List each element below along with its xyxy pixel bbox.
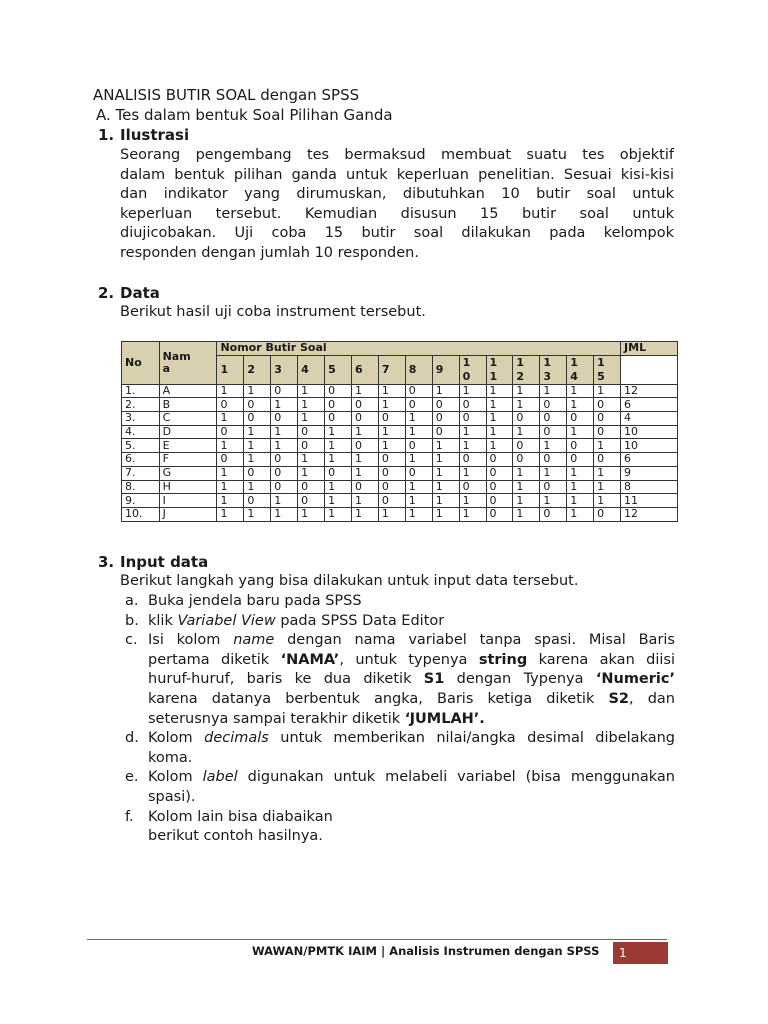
- score-cell: 0: [513, 439, 540, 453]
- score-cell: 1: [513, 398, 540, 412]
- list-text: karena datanya berbentuk angka, Baris ketiga diketik S2, dan: [148, 690, 675, 707]
- score-cell: 1: [217, 439, 244, 453]
- respondent-name-cell: H: [159, 480, 217, 494]
- score-cell: 1: [378, 439, 405, 453]
- list-item: [125, 808, 675, 847]
- item-number-header: [298, 355, 325, 384]
- item-number-header: [594, 355, 621, 384]
- score-cell: 1: [405, 480, 432, 494]
- score-cell: 0: [594, 398, 621, 412]
- score-cell: 0: [271, 412, 298, 426]
- score-cell: 0: [432, 398, 459, 412]
- score-cell: 0: [567, 453, 594, 467]
- score-cell: 0: [540, 398, 567, 412]
- section-1-title: Ilustrasi: [120, 126, 190, 144]
- score-cell: 1: [513, 466, 540, 480]
- score-cell: 0: [271, 466, 298, 480]
- score-cell: 1: [459, 439, 486, 453]
- score-cell: 1: [513, 480, 540, 494]
- score-cell: 0: [217, 453, 244, 467]
- item-number-header: [540, 355, 567, 384]
- score-cell: 0: [325, 466, 352, 480]
- score-cell: 0: [298, 494, 325, 508]
- score-cell: 1: [351, 466, 378, 480]
- total-cell: 11: [621, 494, 678, 508]
- item-number-digit: 1: [489, 355, 498, 369]
- score-cell: 1: [540, 466, 567, 480]
- table-row: [122, 466, 678, 480]
- score-cell: 0: [378, 453, 405, 467]
- score-cell: 1: [298, 412, 325, 426]
- row-number-cell: 7.: [122, 466, 160, 480]
- score-cell: 1: [217, 412, 244, 426]
- list-text: Kolom lain bisa diabaikan: [148, 808, 333, 825]
- score-cell: 1: [486, 384, 513, 398]
- score-cell: 0: [567, 412, 594, 426]
- total-cell: 10: [621, 439, 678, 453]
- item-number-header: [325, 355, 352, 384]
- item-number-header: [459, 355, 486, 384]
- jml-header-blank: [621, 355, 678, 384]
- score-cell: 1: [567, 494, 594, 508]
- score-cell: 0: [486, 453, 513, 467]
- score-cell: 1: [298, 384, 325, 398]
- score-cell: 1: [405, 494, 432, 508]
- item-number-header: [217, 355, 244, 384]
- table-row: [122, 453, 678, 467]
- item-number-header: [351, 355, 378, 384]
- score-cell: 1: [459, 507, 486, 521]
- list-text: spasi).: [148, 788, 196, 805]
- section-3-number: 3.: [98, 553, 115, 571]
- score-cell: 1: [298, 466, 325, 480]
- score-cell: 1: [271, 439, 298, 453]
- score-cell: 0: [513, 453, 540, 467]
- total-cell: 12: [621, 507, 678, 521]
- score-cell: 1: [378, 398, 405, 412]
- score-cell: 1: [459, 494, 486, 508]
- list-text: pertama diketik ‘NAMA’, untuk typenya string karena akan diisi: [148, 651, 675, 668]
- list-marker: f.: [125, 808, 134, 825]
- score-cell: 0: [325, 412, 352, 426]
- score-cell: 1: [567, 507, 594, 521]
- score-cell: 0: [540, 453, 567, 467]
- paragraph-line: keperluan tersebut. Kemudian disusun 15 butir soal untuk: [120, 205, 674, 222]
- section-a-heading: A. Tes dalam bentuk Soal Pilihan Ganda: [96, 106, 393, 124]
- row-number-cell: 3.: [122, 412, 160, 426]
- respondent-name-cell: I: [159, 494, 217, 508]
- score-cell: 1: [244, 480, 271, 494]
- list-item: [125, 612, 675, 632]
- score-cell: 0: [351, 439, 378, 453]
- score-cell: 0: [378, 412, 405, 426]
- score-cell: 1: [405, 453, 432, 467]
- header-no: No: [122, 342, 160, 385]
- score-cell: 1: [432, 507, 459, 521]
- total-cell: 6: [621, 453, 678, 467]
- score-cell: 1: [486, 412, 513, 426]
- score-cell: 1: [594, 494, 621, 508]
- table-row: [122, 507, 678, 521]
- score-cell: 0: [351, 480, 378, 494]
- score-cell: 0: [298, 425, 325, 439]
- score-cell: 0: [405, 466, 432, 480]
- item-number-digit: 6: [354, 362, 363, 376]
- score-cell: 1: [378, 425, 405, 439]
- score-cell: 0: [244, 494, 271, 508]
- total-cell: 10: [621, 425, 678, 439]
- score-cell: 1: [432, 494, 459, 508]
- score-cell: 1: [432, 453, 459, 467]
- score-cell: 1: [459, 425, 486, 439]
- score-cell: 0: [378, 480, 405, 494]
- list-marker: b.: [125, 612, 139, 629]
- item-number-digit: 7: [381, 362, 390, 376]
- row-number-cell: 2.: [122, 398, 160, 412]
- item-number-digit: 5: [328, 362, 336, 376]
- score-cell: 1: [594, 439, 621, 453]
- score-cell: 0: [486, 480, 513, 494]
- score-cell: 1: [298, 453, 325, 467]
- item-number-digit: 1: [516, 355, 525, 369]
- respondent-name-cell: F: [159, 453, 217, 467]
- section-3-title: Input data: [120, 553, 209, 571]
- score-cell: 0: [405, 384, 432, 398]
- item-number-digit: 1: [489, 369, 498, 383]
- list-item: [125, 729, 675, 768]
- score-cell: 1: [325, 494, 352, 508]
- table-row: [122, 412, 678, 426]
- score-cell: 1: [513, 507, 540, 521]
- row-number-cell: 1.: [122, 384, 160, 398]
- score-cell: 0: [217, 398, 244, 412]
- header-group: Nomor Butir Soal: [217, 342, 621, 356]
- header-nama-line: Nam: [162, 349, 191, 363]
- list-marker: d.: [125, 730, 139, 747]
- score-cell: 0: [594, 507, 621, 521]
- paragraph-line: dan indikator yang dirumuskan, dibutuhkan 10 butir soal untuk: [120, 186, 674, 203]
- list-text: berikut contoh hasilnya.: [148, 828, 323, 845]
- score-cell: 0: [540, 412, 567, 426]
- score-cell: 0: [325, 384, 352, 398]
- score-cell: 1: [325, 439, 352, 453]
- list-text: klik Variabel View pada SPSS Data Editor: [148, 612, 445, 629]
- score-cell: 1: [513, 494, 540, 508]
- score-cell: 0: [271, 384, 298, 398]
- score-cell: 1: [459, 384, 486, 398]
- item-number-digit: 1: [543, 355, 551, 369]
- score-cell: 0: [378, 466, 405, 480]
- steps-list: [125, 592, 675, 847]
- score-cell: 0: [459, 453, 486, 467]
- score-cell: 0: [244, 466, 271, 480]
- score-cell: 1: [351, 453, 378, 467]
- list-text: koma.: [148, 749, 193, 766]
- score-cell: 0: [486, 507, 513, 521]
- score-cell: 1: [271, 507, 298, 521]
- score-cell: 1: [244, 425, 271, 439]
- score-cell: 0: [486, 494, 513, 508]
- list-text: Buka jendela baru pada SPSS: [148, 593, 362, 609]
- item-number-header: [513, 355, 540, 384]
- score-cell: 1: [244, 439, 271, 453]
- score-cell: 1: [567, 384, 594, 398]
- list-text: Kolom decimals untuk memberikan nilai/angka desimal dibelakang: [148, 730, 675, 747]
- score-cell: 1: [271, 425, 298, 439]
- score-cell: 1: [432, 466, 459, 480]
- item-number-digit: 1: [570, 355, 578, 369]
- respondent-name-cell: E: [159, 439, 217, 453]
- item-number-digit: 1: [597, 355, 605, 369]
- score-cell: 0: [432, 425, 459, 439]
- score-cell: 1: [594, 480, 621, 494]
- score-cell: 1: [486, 425, 513, 439]
- score-cell: 1: [378, 384, 405, 398]
- score-cell: 1: [540, 439, 567, 453]
- score-cell: 0: [244, 412, 271, 426]
- respondent-name-cell: J: [159, 507, 217, 521]
- header-jml: JML: [621, 342, 678, 356]
- total-cell: 4: [621, 412, 678, 426]
- list-text: seterusnya sampai terakhir diketik ‘JUMLAH’.: [148, 710, 485, 727]
- list-text: Isi kolom name dengan nama variabel tanpa spasi. Misal Baris: [148, 632, 675, 649]
- row-number-cell: 5.: [122, 439, 160, 453]
- section-1-number: 1.: [98, 126, 115, 144]
- score-cell: 1: [513, 425, 540, 439]
- score-cell: 1: [405, 425, 432, 439]
- score-cell: 0: [594, 453, 621, 467]
- score-cell: 1: [405, 507, 432, 521]
- section-2-title: Data: [120, 284, 160, 302]
- score-cell: 0: [405, 439, 432, 453]
- score-cell: 0: [271, 453, 298, 467]
- item-number-digit: 1: [220, 362, 229, 376]
- score-cell: 1: [217, 466, 244, 480]
- item-number-digit: 1: [462, 355, 471, 369]
- respondent-name-cell: C: [159, 412, 217, 426]
- header-nama-line: a: [162, 361, 170, 375]
- respondent-name-cell: A: [159, 384, 217, 398]
- list-marker: e.: [125, 769, 139, 786]
- score-cell: 1: [567, 466, 594, 480]
- score-cell: 0: [540, 507, 567, 521]
- page-number: 1: [613, 942, 668, 964]
- test-results-table: [121, 341, 678, 522]
- respondent-name-cell: G: [159, 466, 217, 480]
- total-cell: 6: [621, 398, 678, 412]
- item-number-digit: 0: [462, 369, 471, 383]
- list-item: [125, 768, 675, 807]
- score-cell: 0: [540, 480, 567, 494]
- total-cell: 12: [621, 384, 678, 398]
- score-cell: 0: [432, 412, 459, 426]
- score-cell: 0: [378, 494, 405, 508]
- score-cell: 0: [486, 466, 513, 480]
- respondent-name-cell: D: [159, 425, 217, 439]
- footer-rule: [87, 939, 667, 940]
- item-number-header: [271, 355, 298, 384]
- score-cell: 1: [432, 384, 459, 398]
- score-cell: 0: [271, 480, 298, 494]
- item-number-header: [567, 355, 594, 384]
- row-number-cell: 9.: [122, 494, 160, 508]
- list-text: huruf-huruf, baris ke dua diketik S1 dengan Typenya ‘Numeric’: [148, 671, 675, 688]
- score-cell: 1: [351, 507, 378, 521]
- score-cell: 0: [459, 480, 486, 494]
- score-cell: 0: [513, 412, 540, 426]
- score-cell: 0: [459, 412, 486, 426]
- item-number-digit: 8: [408, 362, 417, 376]
- score-cell: 1: [378, 507, 405, 521]
- item-number-digit: 2: [516, 369, 525, 383]
- score-cell: 0: [459, 398, 486, 412]
- footer-text: WAWAN/PMTK IAIM | Analisis Instrumen dengan SPSS: [252, 944, 600, 958]
- score-cell: 1: [540, 494, 567, 508]
- item-number-header: [378, 355, 405, 384]
- score-cell: 1: [486, 439, 513, 453]
- score-cell: 0: [298, 439, 325, 453]
- item-number-digit: 3: [543, 369, 551, 383]
- paragraph-line: dalam bentuk pilihan ganda untuk keperluan penelitian. Sesuai kisi-kisi: [120, 166, 674, 183]
- table-row: [122, 439, 678, 453]
- table-row: [122, 480, 678, 494]
- score-cell: 1: [217, 507, 244, 521]
- score-cell: 1: [432, 439, 459, 453]
- score-cell: 1: [432, 480, 459, 494]
- score-cell: 1: [217, 480, 244, 494]
- list-marker: a.: [125, 593, 139, 609]
- respondent-name-cell: B: [159, 398, 217, 412]
- score-cell: 1: [244, 453, 271, 467]
- score-cell: 0: [594, 425, 621, 439]
- table-row: [122, 425, 678, 439]
- header-nama: [159, 342, 217, 385]
- score-cell: 0: [325, 398, 352, 412]
- item-number-header: [405, 355, 432, 384]
- score-cell: 1: [217, 494, 244, 508]
- score-cell: 1: [567, 425, 594, 439]
- table-row: [122, 384, 678, 398]
- score-cell: 1: [298, 398, 325, 412]
- total-cell: 8: [621, 480, 678, 494]
- item-number-header: [244, 355, 271, 384]
- score-cell: 0: [351, 412, 378, 426]
- score-cell: 1: [325, 453, 352, 467]
- score-cell: 0: [567, 439, 594, 453]
- paragraph-line: diujicobakan. Uji coba 15 butir soal dilakukan pada kelompok: [120, 225, 674, 242]
- table-row: [122, 494, 678, 508]
- item-number-digit: 9: [435, 362, 444, 376]
- score-cell: 1: [459, 466, 486, 480]
- item-number-digit: 4: [570, 369, 578, 383]
- score-cell: 1: [513, 384, 540, 398]
- score-cell: 1: [244, 384, 271, 398]
- score-cell: 0: [540, 425, 567, 439]
- document-title: ANALISIS BUTIR SOAL dengan SPSS: [93, 86, 360, 104]
- score-cell: 0: [594, 412, 621, 426]
- input-intro: Berikut langkah yang bisa dilakukan untuk input data tersebut.: [120, 573, 579, 589]
- paragraph-line: responden dengan jumlah 10 responden.: [120, 244, 419, 261]
- score-cell: 1: [325, 480, 352, 494]
- score-cell: 1: [351, 425, 378, 439]
- score-cell: 1: [540, 384, 567, 398]
- score-cell: 1: [244, 507, 271, 521]
- item-number-digit: 2: [247, 362, 255, 376]
- paragraph-line: Seorang pengembang tes bermaksud membuat suatu tes objektif: [120, 147, 674, 163]
- score-cell: 0: [351, 398, 378, 412]
- illustration-paragraph: [120, 146, 674, 264]
- row-number-cell: 10.: [122, 507, 160, 521]
- table-row: [122, 398, 678, 412]
- row-number-cell: 4.: [122, 425, 160, 439]
- item-number-header: [486, 355, 513, 384]
- list-item: [125, 592, 675, 612]
- score-cell: 1: [405, 412, 432, 426]
- score-cell: 0: [405, 398, 432, 412]
- score-cell: 1: [351, 384, 378, 398]
- list-text: Kolom label digunakan untuk melabeli variabel (bisa menggunakan: [148, 769, 675, 786]
- score-cell: 0: [298, 480, 325, 494]
- score-cell: 1: [271, 494, 298, 508]
- data-intro: Berikut hasil uji coba instrument tersebut.: [120, 304, 426, 320]
- score-cell: 1: [567, 480, 594, 494]
- score-cell: 1: [217, 384, 244, 398]
- item-number-header: [432, 355, 459, 384]
- section-2-number: 2.: [98, 284, 115, 302]
- row-number-cell: 8.: [122, 480, 160, 494]
- score-cell: 1: [594, 384, 621, 398]
- score-cell: 1: [594, 466, 621, 480]
- score-cell: 1: [271, 398, 298, 412]
- score-cell: 1: [325, 425, 352, 439]
- score-cell: 1: [486, 398, 513, 412]
- item-number-digit: 5: [597, 369, 605, 383]
- score-cell: 0: [217, 425, 244, 439]
- list-marker: c.: [125, 632, 138, 649]
- total-cell: 9: [621, 466, 678, 480]
- item-number-digit: 4: [301, 362, 309, 376]
- score-cell: 1: [351, 494, 378, 508]
- score-cell: 0: [244, 398, 271, 412]
- score-cell: 1: [325, 507, 352, 521]
- score-cell: 1: [298, 507, 325, 521]
- item-number-digit: 3: [274, 362, 282, 376]
- row-number-cell: 6.: [122, 453, 160, 467]
- list-item: [125, 631, 675, 729]
- score-cell: 1: [567, 398, 594, 412]
